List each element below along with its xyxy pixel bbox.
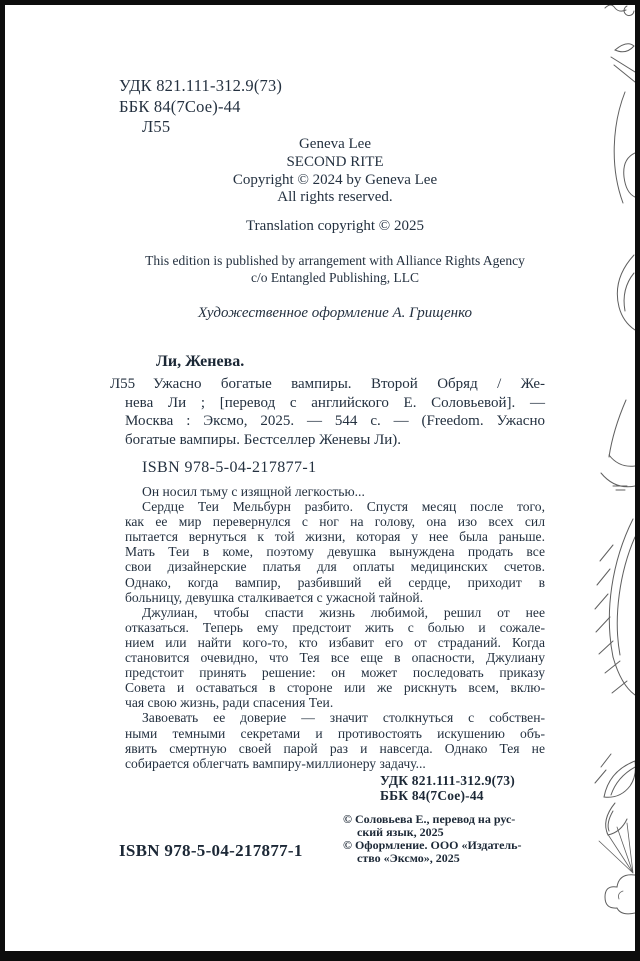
text-line: ский язык, 2025 bbox=[357, 824, 444, 839]
text-line: Мать Теи в коме, поэтому девушка вынуждена продать все bbox=[125, 544, 545, 560]
text-line: явить смертную своей парой раз и навсегда. Однако Тея не bbox=[125, 740, 545, 756]
page-background bbox=[5, 5, 635, 951]
text-line: Джулиан, чтобы спасти жизнь любимой, решил от нее bbox=[142, 604, 545, 620]
text-line: больницу, девушка сталкивается с ужасной тайной. bbox=[125, 589, 424, 605]
arrangement-notice bbox=[105, 252, 565, 286]
bbk-code-bottom: ББК 84(7Сое)-44 bbox=[380, 788, 484, 804]
translation-copyright-line: Translation copyright © 2025 bbox=[246, 218, 424, 234]
text-line: Москва : Эксмо, 2025. — 544 с. — (Freedom. Ужасно bbox=[125, 413, 545, 430]
text-line: Совета и оставаться в стороне или же рискнуть всем, вклю- bbox=[125, 680, 545, 696]
bibliographic-description bbox=[125, 375, 545, 449]
isbn-footer: ISBN 978-5-04-217877-1 bbox=[119, 841, 303, 860]
text-line: ными темными секретами и противостоять искушению объ- bbox=[125, 725, 545, 741]
text-line: This edition is published by arrangement with Alliance Rights Agency bbox=[145, 253, 525, 268]
publisher-copyright-block bbox=[343, 813, 521, 865]
bottom-classification-codes bbox=[380, 773, 515, 804]
author-code: Л55 bbox=[142, 117, 171, 136]
original-title: SECOND RITE bbox=[286, 153, 384, 170]
text-line: © Соловьева Е., перевод на рус- bbox=[343, 812, 516, 826]
text-line: свои дизайнерские платья для оплаты медицинских счетов. bbox=[125, 559, 545, 575]
rights-line: All rights reserved. bbox=[277, 189, 393, 206]
text-line: нием или найти кого-то, кто избавит его от страданий. Когда bbox=[125, 634, 545, 650]
udk-code: УДК 821.111-312.9(73) bbox=[119, 76, 283, 95]
isbn-line: ISBN 978-5-04-217877-1 bbox=[142, 459, 317, 476]
text-line: c/o Entangled Publishing, LLC bbox=[251, 270, 419, 285]
bibliographic-record bbox=[110, 375, 545, 449]
text-line: собирается облегчать вампиру-миллионеру задачу... bbox=[125, 755, 426, 771]
bibliographic-author-heading: Ли, Женева. bbox=[156, 353, 245, 370]
sketch-squiggle-top bbox=[605, 5, 626, 11]
annotation-text bbox=[125, 484, 545, 771]
design-credit: Художественное оформление А. Грищенко bbox=[197, 305, 473, 321]
copyright-line: Copyright © 2024 by Geneva Lee bbox=[232, 171, 438, 188]
original-title-block bbox=[105, 136, 565, 207]
text-line: Он носил тьму с изящной легкостью... bbox=[142, 484, 365, 499]
text-line: становится очевидно, что Тея все еще в опасности, Джулиану bbox=[125, 650, 545, 666]
original-author: Geneva Lee bbox=[298, 136, 372, 152]
text-line: предстоит принять решение: он может последовать приказу bbox=[125, 665, 545, 681]
text-line: Ужасно богатые вампиры. Второй Обряд / Же- bbox=[153, 376, 545, 392]
text-line: Сердце Теи Мельбурн разбито. Спустя месяц после того, bbox=[142, 499, 545, 515]
botanical-line-art bbox=[555, 5, 635, 951]
text-line: нева Ли ; [перевод с английского Е. Соловьевой]. — bbox=[125, 394, 545, 411]
text-line: как ее мир перевернулся с ног на голову, она изо всех сил bbox=[125, 514, 545, 530]
bibliographic-author-code: Л55 bbox=[110, 376, 136, 392]
text-line: отказаться. Теперь ему предстоит жить с болью и сожале- bbox=[125, 619, 545, 635]
bbk-code: ББК 84(7Сое)-44 bbox=[119, 96, 241, 116]
text-line: чая свою жизнь, ради спасения Теи. bbox=[125, 695, 334, 711]
udk-code-bottom: УДК 821.111-312.9(73) bbox=[380, 773, 515, 788]
text-line: Однако, когда вампир, разбивший ей сердце, приходит в bbox=[125, 574, 545, 590]
text-line: ство «Эксмо», 2025 bbox=[357, 850, 460, 865]
text-line: Завоевать ее доверие — значит столкнуться с собствен- bbox=[142, 710, 545, 726]
text-line: богатые вампиры. Бестселлер Женевы Ли). bbox=[125, 431, 402, 448]
text-line: © Оформление. ООО «Издатель- bbox=[343, 837, 522, 852]
text-line: пытается вернуться к той жизни, которая у нее была раньше. bbox=[125, 529, 545, 545]
top-classification-codes bbox=[119, 76, 282, 138]
